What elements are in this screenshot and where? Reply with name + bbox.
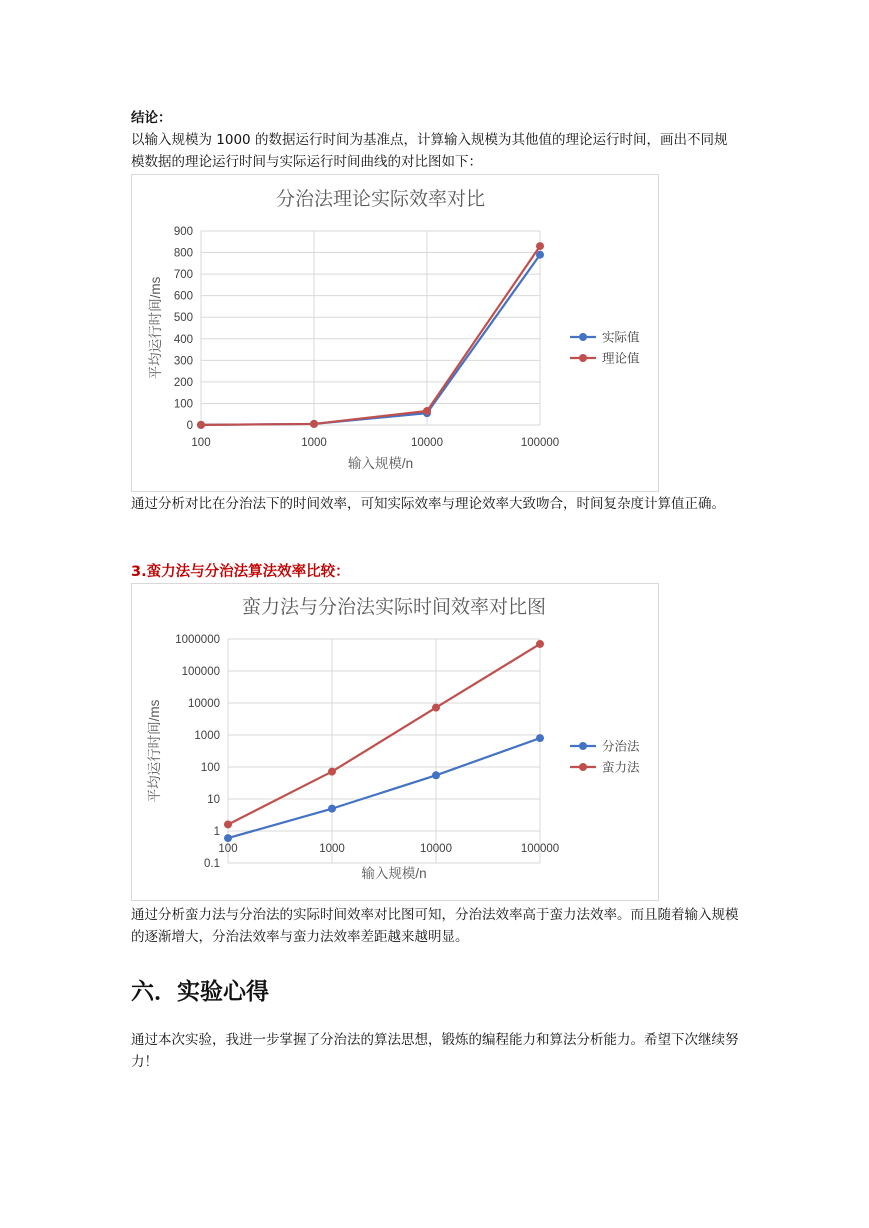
x-tick-label: 10000 xyxy=(411,437,443,449)
y-tick-label: 800 xyxy=(173,247,193,260)
y-tick-label: 1 xyxy=(213,826,220,838)
y-tick-label: 1000 xyxy=(194,730,220,742)
conclusion-text: 以输入规模为 1000 的数据运行时间为基准点，计算输入规模为其他值的理论运行时间，画出不同规模数据的理论运行时间与实际运行时间曲线的对比图如下： xyxy=(131,132,728,170)
y-tick-label: 600 xyxy=(173,290,193,303)
section6-text: 通过本次实验，我进一步掌握了分治法的算法思想，锻炼的编程能力和算法分析能力。希望下次继续努力！ xyxy=(131,1032,739,1070)
data-point xyxy=(536,242,544,250)
data-point xyxy=(423,407,431,415)
y-tick-label: 400 xyxy=(173,333,193,346)
data-point xyxy=(224,820,232,828)
y-tick-label: 300 xyxy=(173,355,193,368)
y-tick-label: 900 xyxy=(173,226,193,238)
y-tick-label: 0 xyxy=(186,420,193,432)
series-line-1 xyxy=(201,255,540,425)
y-tick-label: 100 xyxy=(200,762,220,774)
data-point xyxy=(536,640,544,648)
x-tick-label: 100 xyxy=(191,437,211,449)
y-tick-label: 100000 xyxy=(181,666,220,678)
data-point xyxy=(432,771,440,779)
chart-brute-vs-divide-conquer xyxy=(131,583,659,901)
data-point xyxy=(328,805,336,813)
y-tick-label: 700 xyxy=(173,269,193,282)
chart1-caption: 通过分析对比在分治法下的时间效率，可知实际效率与理论效率大致吻合，时间复杂度计算值正确。 xyxy=(131,496,725,512)
y-axis-title: 平均运行时间/ms xyxy=(148,276,163,380)
section3-heading: 3.蛮力法与分治法算法效率比较： xyxy=(131,564,350,580)
x-tick-label: 100000 xyxy=(520,437,560,449)
data-point xyxy=(536,734,544,742)
y-tick-label: 0.1 xyxy=(204,858,220,870)
legend-label: 蛮力法 xyxy=(602,760,640,775)
series-line-2 xyxy=(201,246,540,425)
legend-marker xyxy=(579,742,587,750)
y-tick-label: 10000 xyxy=(188,698,220,710)
data-point xyxy=(328,768,336,776)
legend-label: 理论值 xyxy=(602,351,640,366)
y-tick-label: 200 xyxy=(173,376,193,389)
chart-divide-conquer-theory-vs-actual xyxy=(131,174,659,492)
chart2-svg xyxy=(132,584,658,900)
x-axis-title: 输入规模/n xyxy=(347,456,414,471)
y-tick-label: 10 xyxy=(207,794,220,806)
data-point xyxy=(197,421,205,429)
legend-marker xyxy=(579,763,587,771)
data-point xyxy=(224,834,232,842)
conclusion-heading: 结论： xyxy=(131,110,172,126)
chart-title: 蛮力法与分治法实际时间效率对比图 xyxy=(241,597,547,618)
legend-label: 实际值 xyxy=(602,330,640,345)
series-line-1 xyxy=(228,738,540,838)
data-point xyxy=(432,704,440,712)
y-tick-label: 100 xyxy=(173,398,193,411)
section6-heading: 六．实验心得 xyxy=(131,979,269,1005)
chart1-svg xyxy=(132,175,658,491)
x-tick-label: 10000 xyxy=(420,843,452,855)
x-tick-label: 100000 xyxy=(520,843,560,855)
y-tick-label: 1000000 xyxy=(175,634,220,646)
y-axis-title: 平均运行时间/ms xyxy=(147,699,162,803)
y-tick-label: 500 xyxy=(173,312,193,325)
x-tick-label: 100 xyxy=(218,843,238,855)
x-tick-label: 1000 xyxy=(301,437,327,449)
legend-label: 分治法 xyxy=(602,739,640,754)
x-tick-label: 1000 xyxy=(319,843,345,855)
legend-marker xyxy=(579,333,587,341)
legend-marker xyxy=(579,354,587,362)
chart-title: 分治法理论实际效率对比 xyxy=(275,189,486,210)
chart2-caption: 通过分析蛮力法与分治法的实际时间效率对比图可知，分治法效率高于蛮力法效率。而且随着输入规模的逐渐增大，分治法效率与蛮力法效率差距越来越明显。 xyxy=(131,907,739,945)
data-point xyxy=(310,420,318,428)
x-axis-title: 输入规模/n xyxy=(361,866,427,881)
